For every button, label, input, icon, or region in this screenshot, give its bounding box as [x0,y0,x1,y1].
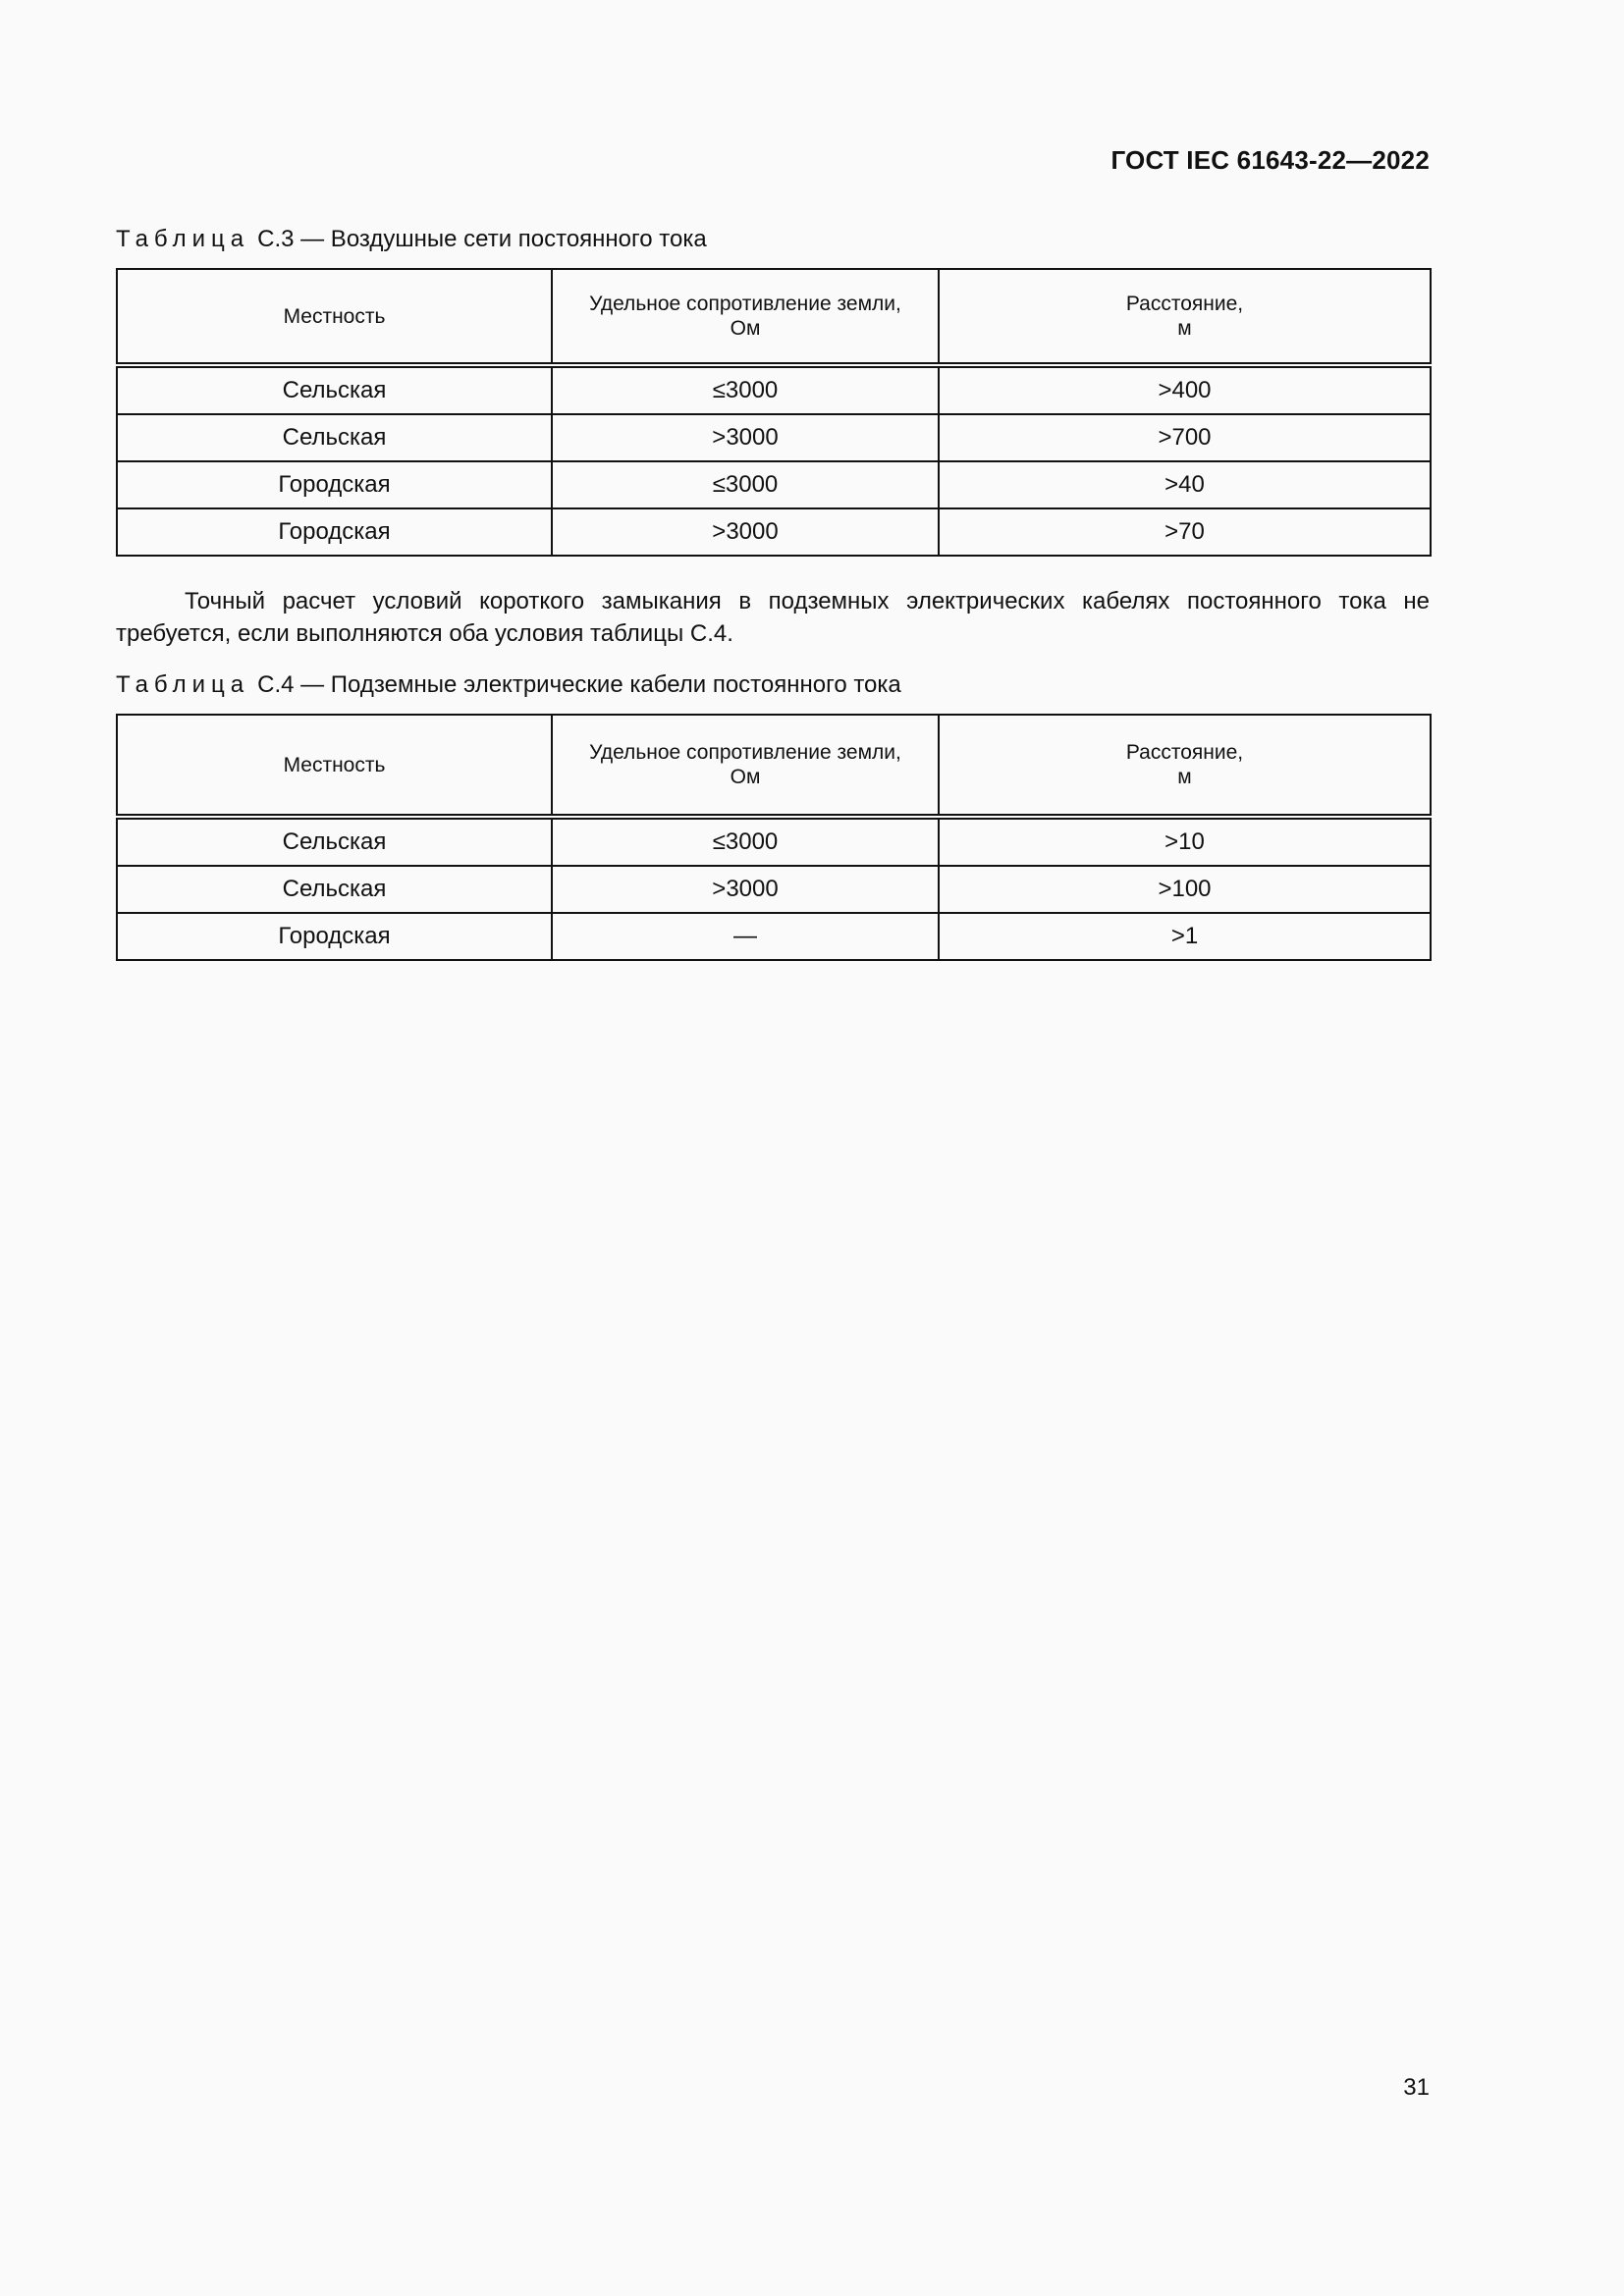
header-distance [939,269,1431,365]
header-resistivity-line2: Ом [730,317,761,340]
table-c3-caption [116,226,707,253]
table-c3 [116,268,1432,557]
header-locality: Местность [117,715,552,817]
cell-distance: >100 [939,866,1431,913]
caption-word: Таблица [116,671,250,698]
table-row [117,913,1431,960]
table-c4-caption [116,671,901,699]
cell-distance: >1 [939,913,1431,960]
cell-locality: Городская [117,461,552,508]
cell-resistivity: ≤3000 [552,817,939,866]
cell-distance: >400 [939,365,1431,414]
header-distance-line2: м [1177,766,1192,788]
header-resistivity-line2: Ом [730,766,761,788]
cell-distance: >70 [939,508,1431,556]
cell-distance: >700 [939,414,1431,461]
header-resistivity-line1: Удельное сопротивление земли, [589,741,901,764]
table-c4 [116,714,1432,961]
table-row [117,866,1431,913]
table-header-row [117,269,1431,365]
cell-locality: Сельская [117,817,552,866]
header-distance-line1: Расстояние, [1125,741,1244,764]
table-row [117,414,1431,461]
table-header-row [117,715,1431,817]
cell-locality: Городская [117,913,552,960]
caption-word: Таблица [116,226,250,252]
cell-locality: Городская [117,508,552,556]
cell-locality: Сельская [117,414,552,461]
header-resistivity-line1: Удельное сопротивление земли, [589,293,901,315]
cell-distance: >10 [939,817,1431,866]
cell-locality: Сельская [117,365,552,414]
document-code: ГОСТ IEC 61643-22—2022 [1110,145,1430,175]
cell-locality: Сельская [117,866,552,913]
header-locality: Местность [117,269,552,365]
header-distance [939,715,1431,817]
table-row [117,817,1431,866]
header-distance-line2: м [1177,317,1192,340]
table-row [117,508,1431,556]
cell-resistivity: >3000 [552,414,939,461]
cell-resistivity: — [552,913,939,960]
cell-resistivity: >3000 [552,508,939,556]
header-resistivity [552,269,939,365]
caption-text: — Воздушные сети постоянного тока [294,226,707,252]
caption-id: С.4 [257,671,295,698]
cell-resistivity: ≤3000 [552,365,939,414]
header-resistivity [552,715,939,817]
page-number: 31 [1403,2074,1430,2101]
table-row [117,365,1431,414]
caption-id: С.3 [257,226,295,252]
cell-resistivity: ≤3000 [552,461,939,508]
cell-resistivity: >3000 [552,866,939,913]
caption-text: — Подземные электрические кабели постоянного тока [294,671,901,698]
header-distance-line1: Расстояние, [1125,293,1244,315]
body-paragraph: Точный расчет условий короткого замыкания в подземных электрических кабелях постоянного тока не требуется, если выполняются оба условия таблицы С.4. [116,588,1430,647]
table-row [117,461,1431,508]
cell-distance: >40 [939,461,1431,508]
